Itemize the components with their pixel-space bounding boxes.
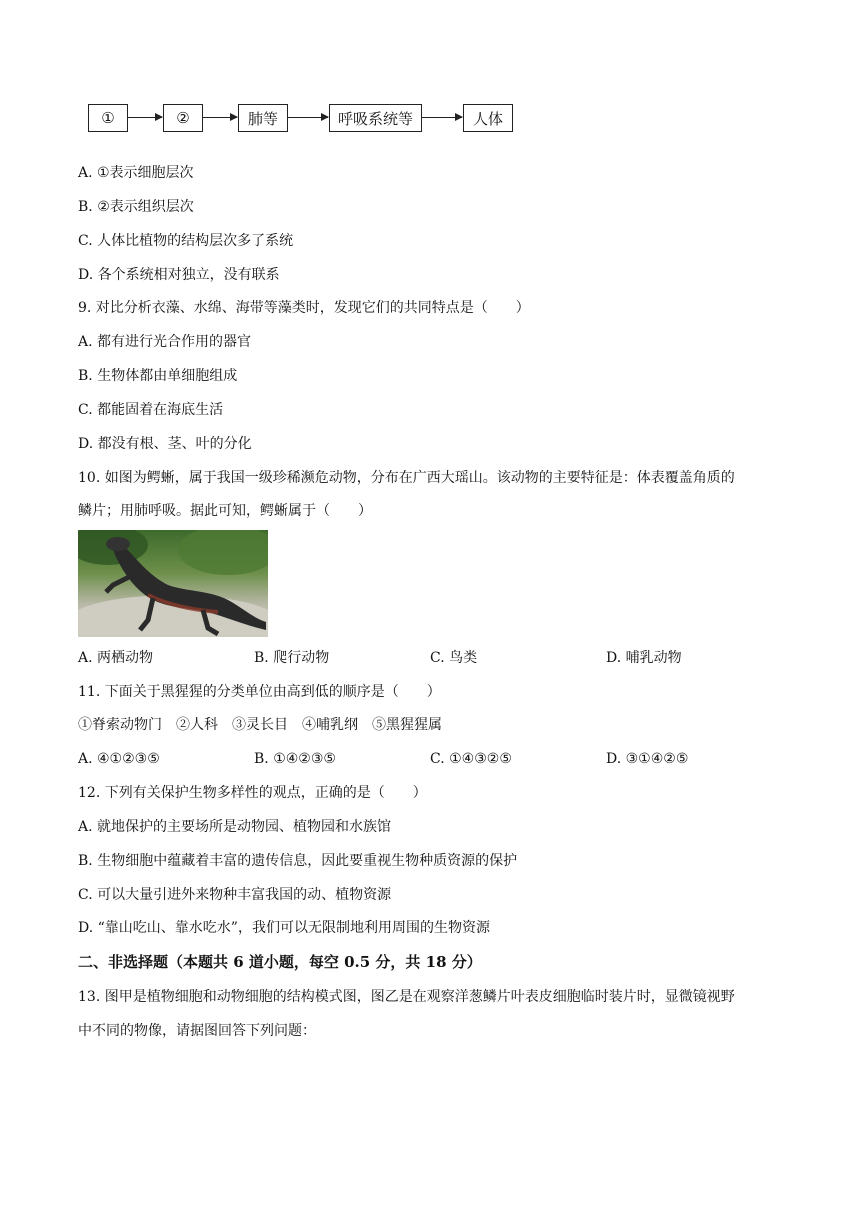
q9-option-a: A. 都有进行光合作用的器官 — [78, 334, 252, 350]
flow-arrow-1 — [128, 117, 162, 118]
q13-line2: 中不同的物像，请据图回答下列问题： — [78, 1023, 316, 1039]
flow-box-3: 肺等 — [238, 104, 288, 132]
q9-option-b: B. 生物体都由单细胞组成 — [78, 368, 238, 384]
flow-box-2: ② — [163, 104, 203, 132]
q11-stem: 11. 下面关于黑猩猩的分类单位由高到低的顺序是（ ） — [78, 684, 441, 700]
q10-stem-line2: 鳞片；用肺呼吸。据此可知，鳄蜥属于（ ） — [78, 503, 372, 519]
flow-box-5: 人体 — [463, 104, 513, 132]
section-title: 二、非选择题（本题共 6 道小题，每空 0.5 分，共 18 分） — [78, 953, 482, 971]
q8-option-a: A. ①表示细胞层次 — [78, 165, 194, 181]
q12-option-a: A. 就地保护的主要场所是动物园、植物园和水族馆 — [78, 819, 392, 835]
q11-option-b: B. ①④②③⑤ — [254, 751, 336, 767]
q12-option-c: C. 可以大量引进外来物种丰富我国的动、植物资源 — [78, 887, 392, 903]
q11-option-c: C. ①④③②⑤ — [430, 751, 512, 767]
flow-box-1: ① — [88, 104, 128, 132]
q11-option-a: A. ④①②③⑤ — [78, 751, 160, 767]
q8-option-c: C. 人体比植物的结构层次多了系统 — [78, 233, 294, 249]
q9-option-d: D. 都没有根、茎、叶的分化 — [78, 436, 252, 452]
q10-stem-line1: 10. 如图为鳄蜥，属于我国一级珍稀濒危动物，分布在广西大瑶山。该动物的主要特征是：体表覆盖角质的 — [78, 470, 735, 486]
q8-option-b: B. ②表示组织层次 — [78, 199, 194, 215]
q9-stem: 9. 对比分析衣藻、水绵、海带等藻类时，发现它们的共同特点是（ ） — [78, 300, 530, 316]
flow-arrow-3 — [288, 117, 328, 118]
crocodile-lizard-image — [78, 530, 268, 637]
flow-box-4: 呼吸系统等 — [329, 104, 422, 132]
q13-line1: 13. 图甲是植物细胞和动物细胞的结构模式图，图乙是在观察洋葱鳞片叶表皮细胞临时装片时，显微镜视野 — [78, 989, 735, 1005]
q10-option-a: A. 两栖动物 — [78, 650, 154, 666]
q8-option-d: D. 各个系统相对独立，没有联系 — [78, 267, 280, 283]
q10-option-b: B. 爬行动物 — [254, 650, 330, 666]
q10-option-d: D. 哺乳动物 — [606, 650, 682, 666]
q12-option-b: B. 生物细胞中蕴藏着丰富的遗传信息，因此要重视生物种质资源的保护 — [78, 853, 518, 869]
lizard-photo — [78, 530, 268, 637]
flow-arrow-2 — [203, 117, 237, 118]
q12-option-d: D. “靠山吃山、靠水吃水”，我们可以无限制地利用周围的生物资源 — [78, 920, 490, 936]
q10-option-c: C. 鸟类 — [430, 650, 478, 666]
q12-stem: 12. 下列有关保护生物多样性的观点，正确的是（ ） — [78, 785, 427, 801]
q11-items: ①脊索动物门 ②人科 ③灵长目 ④哺乳纲 ⑤黑猩猩属 — [78, 717, 442, 733]
q11-option-d: D. ③①④②⑤ — [606, 751, 689, 767]
q9-option-c: C. 都能固着在海底生活 — [78, 402, 224, 418]
flow-arrow-4 — [422, 117, 462, 118]
